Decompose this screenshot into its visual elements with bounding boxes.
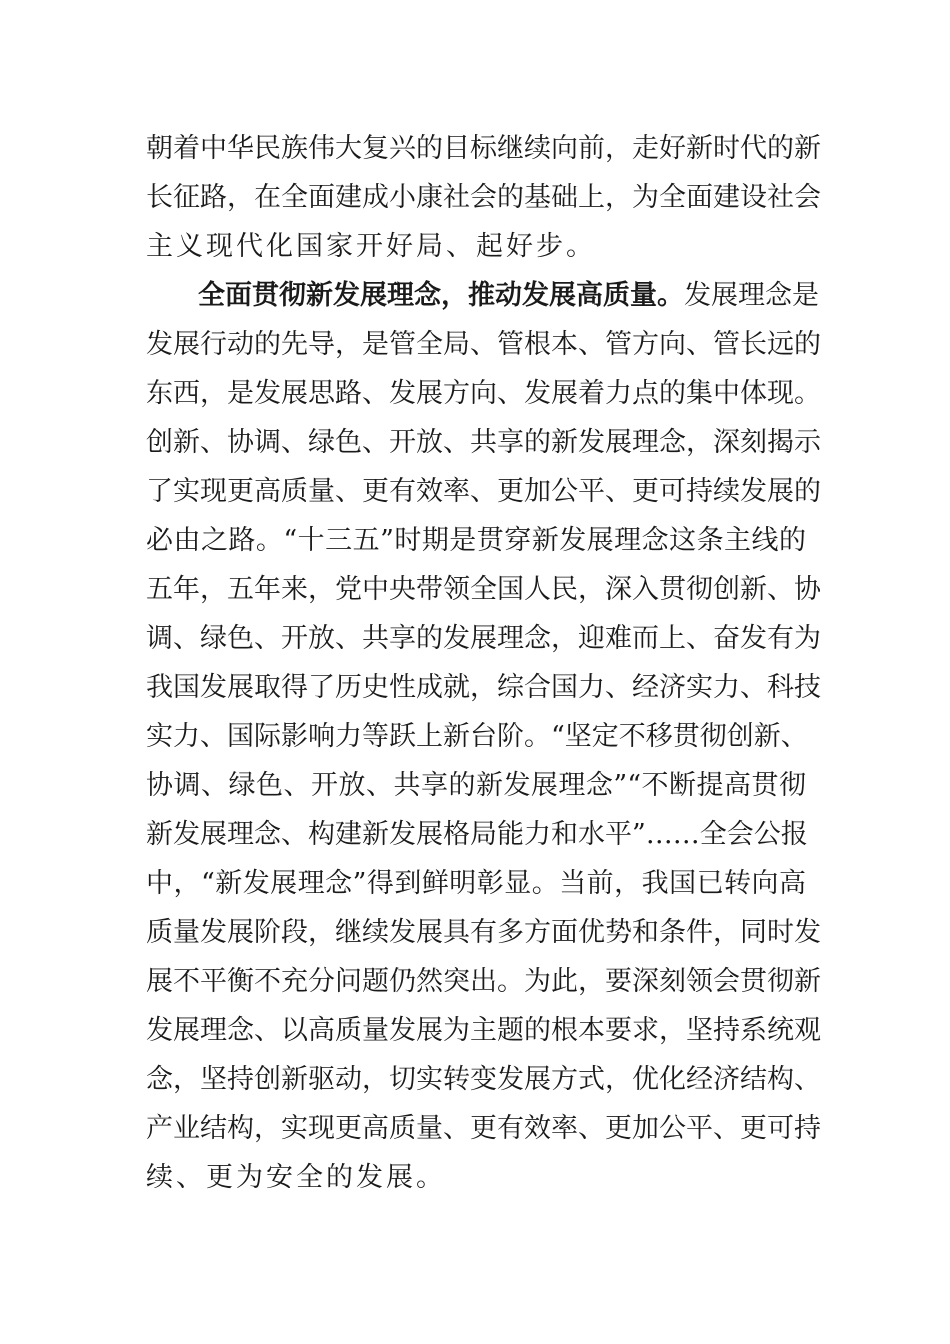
text-line: 长征路，在全面建成小康社会的基础上，为全面建设社会 bbox=[146, 182, 821, 213]
text-line: 东西，是发展思路、发展方向、发展着力点的集中体现。 bbox=[146, 378, 821, 409]
paragraph-heading: 全面贯彻新发展理念，推动发展高质量。 bbox=[198, 280, 684, 311]
text-span: 发展理念是 bbox=[684, 280, 819, 311]
text-line: 发展行动的先导，是管全局、管根本、管方向、管长远的 bbox=[146, 329, 821, 360]
text-line: 念，坚持创新驱动，切实转变发展方式，优化经济结构、 bbox=[146, 1064, 821, 1095]
text-line: 续、更为安全的发展。 bbox=[146, 1162, 446, 1193]
text-line: 主义现代化国家开好局、起好步。 bbox=[146, 231, 596, 262]
document-body bbox=[146, 124, 821, 1202]
text-line: 朝着中华民族伟大复兴的目标继续向前，走好新时代的新 bbox=[146, 133, 821, 164]
text-line: 调、绿色、开放、共享的发展理念，迎难而上、奋发有为 bbox=[146, 623, 821, 654]
text-line: 质量发展阶段，继续发展具有多方面优势和条件，同时发 bbox=[146, 917, 821, 948]
text-line: 展不平衡不充分问题仍然突出。为此，要深刻领会贯彻新 bbox=[146, 966, 821, 997]
text-line: 协调、绿色、开放、共享的新发展理念”“不断提高贯彻 bbox=[146, 770, 806, 801]
text-line: 我国发展取得了历史性成就，综合国力、经济实力、科技 bbox=[146, 672, 821, 703]
text-line: 产业结构，实现更高质量、更有效率、更加公平、更可持 bbox=[146, 1113, 821, 1144]
paragraph-1 bbox=[146, 124, 821, 271]
paragraph-2 bbox=[146, 271, 821, 1202]
text-line: 发展理念、以高质量发展为主题的根本要求，坚持系统观 bbox=[146, 1015, 821, 1046]
text-line: 五年，五年来，党中央带领全国人民，深入贯彻创新、协 bbox=[146, 574, 821, 605]
text-line: 了实现更高质量、更有效率、更加公平、更可持续发展的 bbox=[146, 476, 821, 507]
text-line: 必由之路。“十三五”时期是贯穿新发展理念这条主线的 bbox=[146, 525, 806, 556]
text-line: 新发展理念、构建新发展格局能力和水平”……全会公报 bbox=[146, 819, 808, 850]
text-line bbox=[146, 271, 819, 320]
text-line: 实力、国际影响力等跃上新台阶。“坚定不移贯彻创新、 bbox=[146, 721, 808, 752]
text-line: 中，“新发展理念”得到鲜明彰显。当前，我国已转向高 bbox=[146, 868, 806, 899]
text-line: 创新、协调、绿色、开放、共享的新发展理念，深刻揭示 bbox=[146, 427, 821, 458]
